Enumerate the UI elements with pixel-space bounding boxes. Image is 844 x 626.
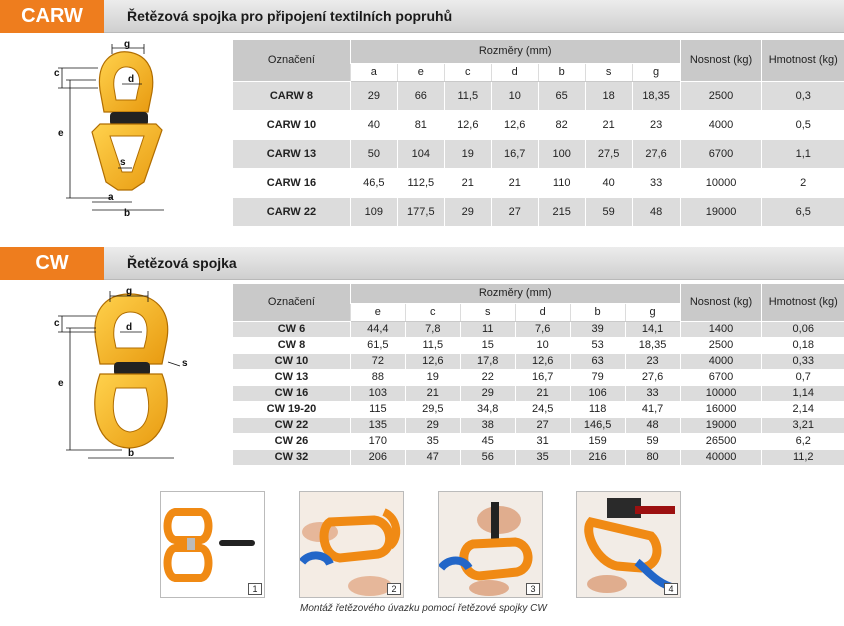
cw-header-designation: Označení xyxy=(233,284,351,321)
carw-row-value: 12,6 xyxy=(491,110,538,139)
carw-header-dimensions: Rozměry (mm) xyxy=(350,40,680,63)
carw-row-value: 21 xyxy=(444,168,491,197)
carw-link-drawing xyxy=(52,40,177,218)
cw-row-value: 6,2 xyxy=(762,433,844,449)
carw-row-value: 109 xyxy=(350,197,397,226)
carw-row-value: 29 xyxy=(444,197,491,226)
carw-table-row xyxy=(233,81,844,110)
carw-row-value: 16,7 xyxy=(491,139,538,168)
cw-row-value: 48 xyxy=(625,417,680,433)
carw-row-value: 27,5 xyxy=(585,139,632,168)
cw-header-dim: b xyxy=(570,303,625,321)
carw-row-value: 27 xyxy=(491,197,538,226)
cw-row-value: 0,06 xyxy=(762,321,844,337)
cw-row-value: 12,6 xyxy=(515,353,570,369)
carw-row-value: 40 xyxy=(350,110,397,139)
cw-table-row xyxy=(233,321,844,337)
cw-row-value: 31 xyxy=(515,433,570,449)
carw-row-value: 100 xyxy=(538,139,585,168)
cw-dim-b: b xyxy=(128,448,135,459)
cw-row-value: 59 xyxy=(625,433,680,449)
cw-row-value: 19000 xyxy=(680,417,762,433)
cw-row-value: 26500 xyxy=(680,433,762,449)
cw-row-value: 80 xyxy=(625,449,680,465)
carw-row-value: 18,35 xyxy=(632,81,680,110)
cw-row-value: 41,7 xyxy=(625,401,680,417)
carw-table-row xyxy=(233,139,844,168)
cw-row-value: 35 xyxy=(405,433,460,449)
carw-row-value: 6700 xyxy=(680,139,762,168)
carw-row-designation: CARW 13 xyxy=(233,139,351,168)
carw-table-row xyxy=(233,110,844,139)
cw-row-value: 24,5 xyxy=(515,401,570,417)
cw-table xyxy=(232,284,844,466)
cw-row-value: 22 xyxy=(460,369,515,385)
cw-row-value: 18,35 xyxy=(625,337,680,353)
cw-header-dim: s xyxy=(460,303,515,321)
cw-row-designation: CW 32 xyxy=(233,449,351,465)
carw-row-value: 177,5 xyxy=(397,197,444,226)
photo-number: 3 xyxy=(526,583,540,595)
cw-row-value: 216 xyxy=(570,449,625,465)
cw-row-value: 1400 xyxy=(680,321,762,337)
carw-row-value: 21 xyxy=(585,110,632,139)
carw-dim-g: g xyxy=(124,40,131,50)
carw-row-value: 112,5 xyxy=(397,168,444,197)
carw-row-value: 40 xyxy=(585,168,632,197)
cw-table-row xyxy=(233,449,844,465)
carw-row-value: 10 xyxy=(491,81,538,110)
carw-dim-c: c xyxy=(54,68,60,79)
assembly-photo-3 xyxy=(438,491,543,598)
carw-section-title: Řetězová spojka pro připojení textilních popruhů xyxy=(127,8,453,24)
carw-badge: CARW xyxy=(0,0,104,33)
cw-row-value: 16000 xyxy=(680,401,762,417)
carw-table-row xyxy=(233,197,844,226)
carw-row-value: 21 xyxy=(491,168,538,197)
cw-header-capacity: Nosnost (kg) xyxy=(680,284,762,321)
carw-row-designation: CARW 16 xyxy=(233,168,351,197)
carw-header-designation: Označení xyxy=(233,40,351,81)
carw-row-value: 2500 xyxy=(680,81,762,110)
cw-row-value: 0,18 xyxy=(762,337,844,353)
cw-row-value: 44,4 xyxy=(350,321,405,337)
carw-row-value: 10000 xyxy=(680,168,762,197)
cw-table-row xyxy=(233,385,844,401)
cw-row-value: 29,5 xyxy=(405,401,460,417)
cw-table-row xyxy=(233,433,844,449)
cw-row-value: 72 xyxy=(350,353,405,369)
cw-table-row xyxy=(233,369,844,385)
cw-row-value: 10000 xyxy=(680,385,762,401)
photo-number: 4 xyxy=(664,583,678,595)
cw-row-value: 16,7 xyxy=(515,369,570,385)
cw-section-title: Řetězová spojka xyxy=(127,255,237,271)
cw-row-value: 88 xyxy=(350,369,405,385)
cw-row-value: 35 xyxy=(515,449,570,465)
cw-row-value: 103 xyxy=(350,385,405,401)
carw-row-value: 104 xyxy=(397,139,444,168)
carw-row-value: 215 xyxy=(538,197,585,226)
cw-row-value: 45 xyxy=(460,433,515,449)
carw-row-value: 4000 xyxy=(680,110,762,139)
cw-row-value: 11,2 xyxy=(762,449,844,465)
assembly-photo-4 xyxy=(576,491,681,598)
cw-section-header xyxy=(0,247,844,280)
cw-row-value: 2500 xyxy=(680,337,762,353)
cw-header-dim: g xyxy=(625,303,680,321)
carw-header-dim: g xyxy=(632,63,680,81)
cw-table-row xyxy=(233,417,844,433)
carw-header-weight: Hmotnost (kg) xyxy=(762,40,844,81)
cw-row-value: 11 xyxy=(460,321,515,337)
carw-row-value: 82 xyxy=(538,110,585,139)
carw-dim-e: e xyxy=(58,128,64,139)
carw-table xyxy=(232,40,844,227)
cw-row-value: 23 xyxy=(625,353,680,369)
cw-row-value: 4000 xyxy=(680,353,762,369)
cw-link-drawing xyxy=(52,284,197,464)
carw-dim-a: a xyxy=(108,192,114,203)
cw-header-dim: c xyxy=(405,303,460,321)
carw-row-value: 11,5 xyxy=(444,81,491,110)
cw-row-value: 12,6 xyxy=(405,353,460,369)
carw-header-dim: d xyxy=(491,63,538,81)
cw-row-designation: CW 26 xyxy=(233,433,351,449)
cw-row-value: 21 xyxy=(515,385,570,401)
carw-row-value: 27,6 xyxy=(632,139,680,168)
cw-row-value: 79 xyxy=(570,369,625,385)
cw-row-value: 29 xyxy=(405,417,460,433)
carw-section-header xyxy=(0,0,844,33)
cw-row-value: 159 xyxy=(570,433,625,449)
cw-dim-c: c xyxy=(54,318,60,329)
cw-row-value: 27,6 xyxy=(625,369,680,385)
carw-row-value: 0,5 xyxy=(762,110,844,139)
carw-table-row xyxy=(233,168,844,197)
cw-table-row xyxy=(233,353,844,369)
cw-row-value: 21 xyxy=(405,385,460,401)
carw-dim-s: s xyxy=(120,157,126,168)
cw-row-designation: CW 22 xyxy=(233,417,351,433)
carw-row-designation: CARW 22 xyxy=(233,197,351,226)
cw-row-designation: CW 16 xyxy=(233,385,351,401)
carw-row-value: 59 xyxy=(585,197,632,226)
carw-row-value: 23 xyxy=(632,110,680,139)
cw-row-value: 17,8 xyxy=(460,353,515,369)
cw-row-value: 29 xyxy=(460,385,515,401)
cw-header-dim: e xyxy=(350,303,405,321)
cw-row-designation: CW 10 xyxy=(233,353,351,369)
cw-row-value: 33 xyxy=(625,385,680,401)
carw-header-dim: e xyxy=(397,63,444,81)
cw-dim-s: s xyxy=(182,358,188,369)
carw-row-value: 2 xyxy=(762,168,844,197)
cw-row-value: 14,1 xyxy=(625,321,680,337)
cw-row-value: 47 xyxy=(405,449,460,465)
cw-row-value: 206 xyxy=(350,449,405,465)
cw-table-row xyxy=(233,337,844,353)
carw-row-value: 1,1 xyxy=(762,139,844,168)
cw-header-dim: d xyxy=(515,303,570,321)
carw-row-value: 6,5 xyxy=(762,197,844,226)
cw-row-value: 56 xyxy=(460,449,515,465)
cw-row-value: 27 xyxy=(515,417,570,433)
carw-dim-d: d xyxy=(128,74,135,85)
cw-row-value: 10 xyxy=(515,337,570,353)
cw-row-designation: CW 19-20 xyxy=(233,401,351,417)
cw-row-value: 40000 xyxy=(680,449,762,465)
cw-row-designation: CW 13 xyxy=(233,369,351,385)
assembly-photo-2 xyxy=(299,491,404,598)
cw-row-value: 6700 xyxy=(680,369,762,385)
photo-number: 1 xyxy=(248,583,262,595)
carw-row-value: 50 xyxy=(350,139,397,168)
cw-row-value: 39 xyxy=(570,321,625,337)
carw-row-value: 12,6 xyxy=(444,110,491,139)
carw-row-value: 65 xyxy=(538,81,585,110)
carw-row-designation: CARW 10 xyxy=(233,110,351,139)
carw-header-dim: b xyxy=(538,63,585,81)
cw-row-designation: CW 6 xyxy=(233,321,351,337)
cw-badge: CW xyxy=(0,247,104,280)
photos-caption: Montáž řetězového úvazku pomocí řetězové spojky CW xyxy=(300,603,547,614)
cw-row-value: 38 xyxy=(460,417,515,433)
carw-row-value: 66 xyxy=(397,81,444,110)
carw-row-value: 48 xyxy=(632,197,680,226)
carw-row-designation: CARW 8 xyxy=(233,81,351,110)
cw-row-designation: CW 8 xyxy=(233,337,351,353)
cw-row-value: 61,5 xyxy=(350,337,405,353)
cw-row-value: 63 xyxy=(570,353,625,369)
cw-row-value: 170 xyxy=(350,433,405,449)
cw-row-value: 34,8 xyxy=(460,401,515,417)
carw-row-value: 33 xyxy=(632,168,680,197)
cw-row-value: 11,5 xyxy=(405,337,460,353)
cw-row-value: 3,21 xyxy=(762,417,844,433)
cw-row-value: 0,7 xyxy=(762,369,844,385)
carw-row-value: 46,5 xyxy=(350,168,397,197)
cw-dim-d: d xyxy=(126,322,133,333)
cw-row-value: 19 xyxy=(405,369,460,385)
carw-row-value: 0,3 xyxy=(762,81,844,110)
cw-row-value: 146,5 xyxy=(570,417,625,433)
cw-row-value: 2,14 xyxy=(762,401,844,417)
cw-row-value: 1,14 xyxy=(762,385,844,401)
assembly-photo-1 xyxy=(160,491,265,598)
cw-row-value: 115 xyxy=(350,401,405,417)
cw-row-value: 106 xyxy=(570,385,625,401)
carw-row-value: 18 xyxy=(585,81,632,110)
cw-row-value: 53 xyxy=(570,337,625,353)
carw-dim-b: b xyxy=(124,208,131,218)
carw-row-value: 19 xyxy=(444,139,491,168)
cw-dim-e: e xyxy=(58,378,64,389)
carw-row-value: 29 xyxy=(350,81,397,110)
cw-table-row xyxy=(233,401,844,417)
cw-row-value: 7,6 xyxy=(515,321,570,337)
cw-row-value: 0,33 xyxy=(762,353,844,369)
carw-row-value: 81 xyxy=(397,110,444,139)
carw-header-dim: s xyxy=(585,63,632,81)
carw-header-dim: a xyxy=(350,63,397,81)
cw-row-value: 118 xyxy=(570,401,625,417)
cw-row-value: 15 xyxy=(460,337,515,353)
carw-header-capacity: Nosnost (kg) xyxy=(680,40,762,81)
carw-row-value: 110 xyxy=(538,168,585,197)
cw-row-value: 135 xyxy=(350,417,405,433)
cw-row-value: 7,8 xyxy=(405,321,460,337)
cw-dim-g: g xyxy=(126,286,133,297)
photo-number: 2 xyxy=(387,583,401,595)
carw-header-dim: c xyxy=(444,63,491,81)
cw-header-weight: Hmotnost (kg) xyxy=(762,284,844,321)
carw-row-value: 19000 xyxy=(680,197,762,226)
cw-header-dimensions: Rozměry (mm) xyxy=(350,284,680,303)
